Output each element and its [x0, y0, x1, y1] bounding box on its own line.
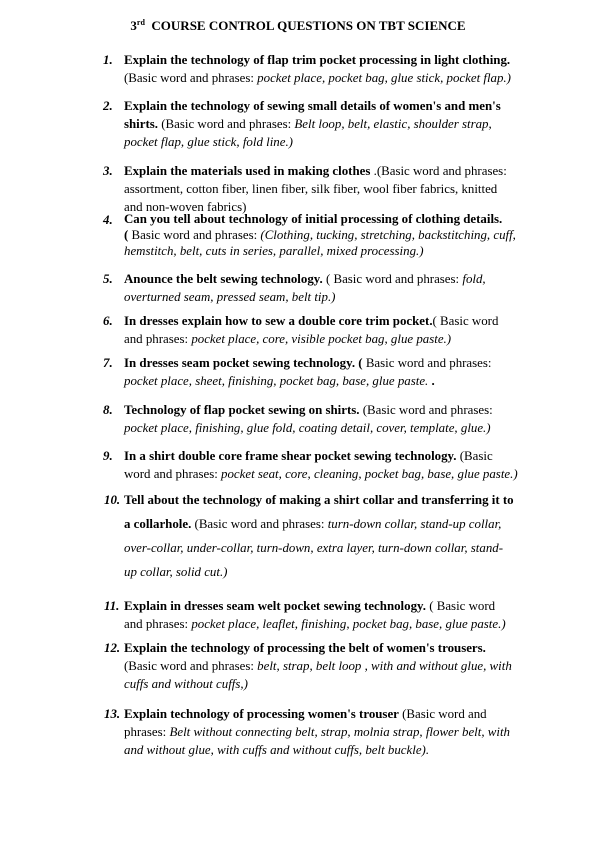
question-text: Explain the technology of flap trim pocket processing in light clothing.	[124, 53, 511, 67]
page-title	[0, 18, 596, 34]
question-line	[124, 615, 556, 633]
question-text: Can you tell about technology of initial processing of clothing details.	[124, 212, 503, 226]
question-item	[104, 639, 556, 693]
question-text: Anounce the belt sewing technology.	[124, 272, 323, 286]
question-item	[104, 491, 556, 587]
question-line	[124, 563, 556, 587]
question-item	[103, 354, 556, 390]
question-line	[124, 639, 556, 657]
keyword-text: pocket flap, glue stick, fold line.)	[124, 135, 293, 149]
keyword-text: pocket place, pocket bag, glue stick, pocket flap.)	[257, 71, 511, 85]
body-text: Basic word and phrases:	[362, 356, 492, 370]
title-ordinal: 3	[130, 18, 137, 33]
question-line	[124, 243, 556, 259]
question-item	[103, 270, 556, 306]
question-number: 3.	[103, 164, 113, 178]
keyword-text: pocket place, sheet, finishing, pocket bag, base, glue paste.	[124, 374, 432, 388]
question-number: 4.	[103, 213, 113, 227]
body-text: (Basic word and phrases:	[359, 403, 493, 417]
question-line	[124, 51, 556, 69]
question-text: In dresses explain how to sew a double core trim pocket.	[124, 314, 433, 328]
question-line	[124, 741, 556, 759]
question-line	[124, 312, 556, 330]
keyword-text: and without glue, with cuffs and without cuffs, belt buckle).	[124, 743, 430, 757]
body-text: and phrases:	[124, 332, 192, 346]
question-line	[124, 211, 556, 227]
body-text: (Basic word and phrases:	[124, 71, 258, 85]
question-text: In dresses seam pocket sewing technology. (	[124, 356, 363, 370]
question-line	[124, 288, 556, 306]
question-text: Explain the technology of sewing small details of women's and men's	[124, 99, 501, 113]
keyword-text: pocket place, finishing, glue fold, coating detail, cover, template, glue.)	[124, 421, 491, 435]
question-text: .	[431, 374, 435, 388]
body-text: (Basic word and	[398, 707, 487, 721]
question-line	[124, 330, 556, 348]
keyword-text: Belt without connecting belt, strap, molnia strap, flower belt, with	[169, 725, 510, 739]
body-text: assortment, cotton fiber, linen fiber, silk fiber, wool fiber fabrics, knitted	[124, 182, 498, 196]
question-line	[124, 675, 556, 693]
question-number: 6.	[103, 314, 113, 328]
keyword-text: pocket place, core, visible pocket bag, glue paste.)	[191, 332, 452, 346]
question-line	[124, 465, 556, 483]
question-line	[124, 180, 556, 198]
question-item	[103, 447, 556, 483]
question-line	[124, 723, 556, 741]
question-number: 12.	[104, 641, 121, 655]
keyword-text: Belt loop, belt, elastic, shoulder strap,	[294, 117, 492, 131]
body-text: and phrases:	[124, 617, 192, 631]
question-text: Explain technology of processing women's trouser	[124, 707, 399, 721]
question-line	[124, 133, 556, 151]
keyword-text: pocket place, leaflet, finishing, pocket bag, base, glue paste.)	[191, 617, 506, 631]
question-text: Explain the materials used in making clothes	[124, 164, 371, 178]
keyword-text: turn-down collar, stand-up collar,	[327, 517, 502, 531]
question-line	[124, 419, 556, 437]
question-line	[124, 354, 556, 372]
body-text: (Basic	[456, 449, 493, 463]
question-item	[103, 162, 556, 216]
body-text: (Basic word and phrases:	[124, 659, 258, 673]
question-number: 2.	[103, 99, 113, 113]
question-item	[103, 401, 556, 437]
question-number: 8.	[103, 403, 113, 417]
question-line	[124, 69, 556, 87]
body-text: (Basic word and phrases:	[191, 517, 328, 531]
question-line	[124, 491, 556, 515]
body-text: phrases:	[124, 725, 170, 739]
keyword-text: up collar, solid cut.)	[124, 565, 228, 579]
body-text: ( Basic word	[432, 314, 499, 328]
keyword-text: cuffs and without cuffs,)	[124, 677, 248, 691]
body-text: .(Basic word and phrases:	[370, 164, 507, 178]
question-number: 11.	[104, 599, 120, 613]
keyword-text: overturned seam, pressed seam, belt tip.)	[124, 290, 336, 304]
body-text: Basic word and phrases:	[128, 228, 261, 242]
keyword-text: hemstitch, belt, cuts in series, parallel, mixed processing.)	[124, 244, 424, 258]
question-text: In a shirt double core frame shear pocket sewing technology.	[124, 449, 457, 463]
question-number: 13.	[104, 707, 121, 721]
question-text: Explain the technology of processing the belt of women's trousers.	[124, 641, 486, 655]
question-text: shirts.	[124, 117, 159, 131]
question-text: Explain in dresses seam welt pocket sewing technology.	[124, 599, 426, 613]
question-text: Technology of flap pocket sewing on shirts.	[124, 403, 360, 417]
question-line	[124, 539, 556, 563]
question-line	[124, 162, 556, 180]
question-number: 1.	[103, 53, 113, 67]
question-line	[124, 657, 556, 675]
question-line	[124, 227, 556, 243]
body-text: ( Basic word	[426, 599, 496, 613]
question-number: 7.	[103, 356, 113, 370]
question-text: Tell about the technology of making a shirt collar and transferring it to	[124, 493, 514, 507]
question-number: 5.	[103, 272, 113, 286]
question-line	[124, 515, 556, 539]
title-ordinal-suffix: rd	[136, 18, 145, 27]
question-line	[124, 270, 556, 288]
question-item	[103, 97, 556, 151]
question-line	[124, 447, 556, 465]
question-line	[124, 401, 556, 419]
keyword-text: pocket seat, core, cleaning, pocket bag, base, glue paste.)	[221, 467, 518, 481]
question-line	[124, 597, 556, 615]
keyword-text: belt, strap, belt loop , with and without glue, with	[257, 659, 512, 673]
keyword-text: (Clothing, tucking, stretching, backstitching, cuff,	[260, 228, 516, 242]
question-line	[124, 372, 556, 390]
title-text: COURSE CONTROL QUESTIONS ON TBT SCIENCE	[151, 18, 466, 33]
question-text: a collarhole.	[124, 517, 192, 531]
question-number: 9.	[103, 449, 113, 463]
question-item	[103, 51, 556, 87]
body-text: and non-woven fabrics)	[124, 200, 247, 214]
body-text: word and phrases:	[124, 467, 222, 481]
question-line	[124, 97, 556, 115]
question-item	[103, 211, 556, 259]
question-line	[124, 705, 556, 723]
keyword-text: fold,	[462, 272, 486, 286]
question-text: (	[124, 228, 129, 242]
question-item	[103, 312, 556, 348]
question-number: 10.	[104, 493, 121, 507]
body-text: (Basic word and phrases:	[158, 117, 295, 131]
body-text: ( Basic word and phrases:	[322, 272, 463, 286]
question-item	[104, 597, 556, 633]
keyword-text: over-collar, under-collar, turn-down, extra layer, turn-down collar, stand-	[124, 541, 504, 555]
question-item	[104, 705, 556, 759]
question-line	[124, 115, 556, 133]
